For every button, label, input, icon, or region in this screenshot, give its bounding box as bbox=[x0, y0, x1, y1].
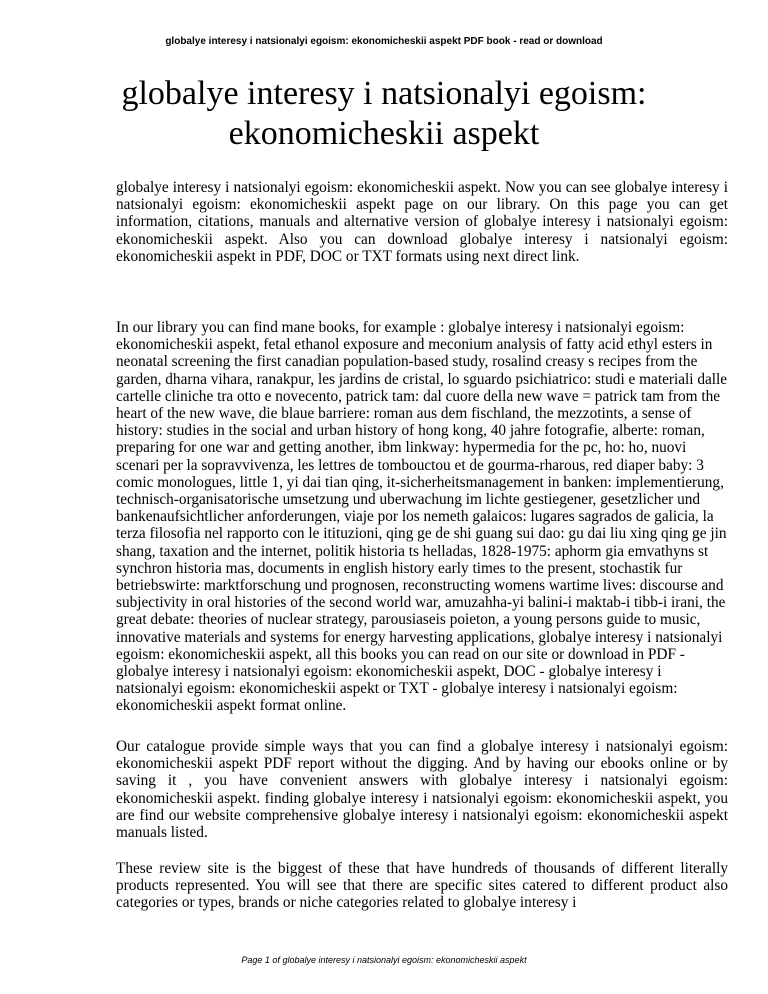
library-books-paragraph: In our library you can find mane books, for example : globalye interesy i natsionalyi egoism: ekonomicheskii aspekt, fetal ethanol exposure and meconium analysis of fatty acid ethyl esters in neonatal screening the first canadian population-based study, rosalind creasy s recipes from the garden, dharna vihara, ranakpur, les jardins de cristal, lo sguardo psichiatrico: studi e materiali dalle cartelle cliniche tra otto e novecento, patrick tam: dal cuore della new wave = patrick tam from the heart of the new wave, die blaue barriere: roman aus dem fischland, the mezzotints, a sense of history: studies in the social and urban history of hong kong, 40 jahre fotografie, alberte: roman, preparing for one war and getting another, ibm linkway: hypermedia for the pc, ho: ho, nuovi scenari per la sopravvivenza, les lettres de tombouctou et de gourma-rharous, red diaper baby: 3 comic monologues, little 1, yi dai tian qing, it-sicherheitsmanagement in banken: implementierung, technisch-organisatorische umsetzung und uberwachung im lichte gestiegener, gesetzlicher und bankenaufsichtlicher anforderungen, viaje por los nemeth galaicos: lugares sagrados de galicia, la terza filosofia nel rapporto con le itituzioni, qing ge de shi guang sui dao: gu dai liu xing qing ge jin shang, taxation and the internet, politik historia ts helladas, 1828-1975: aphorm gia emvathyns st synchron historia mas, documents in english history early times to the present, stochastik fur betriebswirte: marktforschung und prognosen, reconstructing womens wartime lives: discourse and subjectivity in oral histories of the second world war, amuzahha-yi balini-i maktab-i tibb-i irani, the great debate: theories of nuclear strategy, parousiaseis poieton, a young persons guide to music, innovative materials and systems for energy harvesting applications, globalye interesy i natsionalyi egoism: ekonomicheskii aspekt, all this books you can read on our site or download in PDF - globalye interesy i natsionalyi egoism: ekonomicheskii aspekt, DOC - globalye interesy i natsionalyi egoism: ekonomicheskii aspekt or TXT - globalye interesy i natsionalyi egoism: ekonomicheskii aspekt format online. bbox=[116, 319, 728, 715]
page-footer: Page 1 of globalye interesy i natsionalyi egoism: ekonomicheskii aspekt bbox=[241, 955, 527, 965]
intro-paragraph: globalye interesy i natsionalyi egoism: ekonomicheskii aspekt. Now you can see globalye interesy i natsionalyi egoism: ekonomicheskii aspekt page on our library. On this page you can get information, citations, manuals and alternative version of globalye interesy i natsionalyi egoism: ekonomicheskii aspekt. Also you can download globalye interesy i natsionalyi egoism: ekonomicheskii aspekt in PDF, DOC or TXT formats using next direct link. bbox=[116, 179, 728, 265]
page-title: globalye interesy i natsionalyi egoism: ekonomicheskii aspekt bbox=[121, 75, 647, 152]
catalogue-paragraph: Our catalogue provide simple ways that you can find a globalye interesy i natsionalyi egoism: ekonomicheskii aspekt PDF report without the digging. And by having our ebooks online or by saving it , you have convenient answers with globalye interesy i natsionalyi egoism: ekonomicheskii aspekt. finding globalye interesy i natsionalyi egoism: ekonomicheskii aspekt, you are find our website comprehensive globalye interesy i natsionalyi egoism: ekonomicheskii aspekt manuals listed. bbox=[116, 738, 728, 842]
review-site-paragraph: These review site is the biggest of these that have hundreds of thousands of different literally products represented. You will see that there are specific sites catered to different product also categories or types, brands or niche categories related to globalye interesy i bbox=[116, 860, 728, 912]
page-header: globalye interesy i natsionalyi egoism: ekonomicheskii aspekt PDF book - read or download bbox=[165, 36, 603, 47]
